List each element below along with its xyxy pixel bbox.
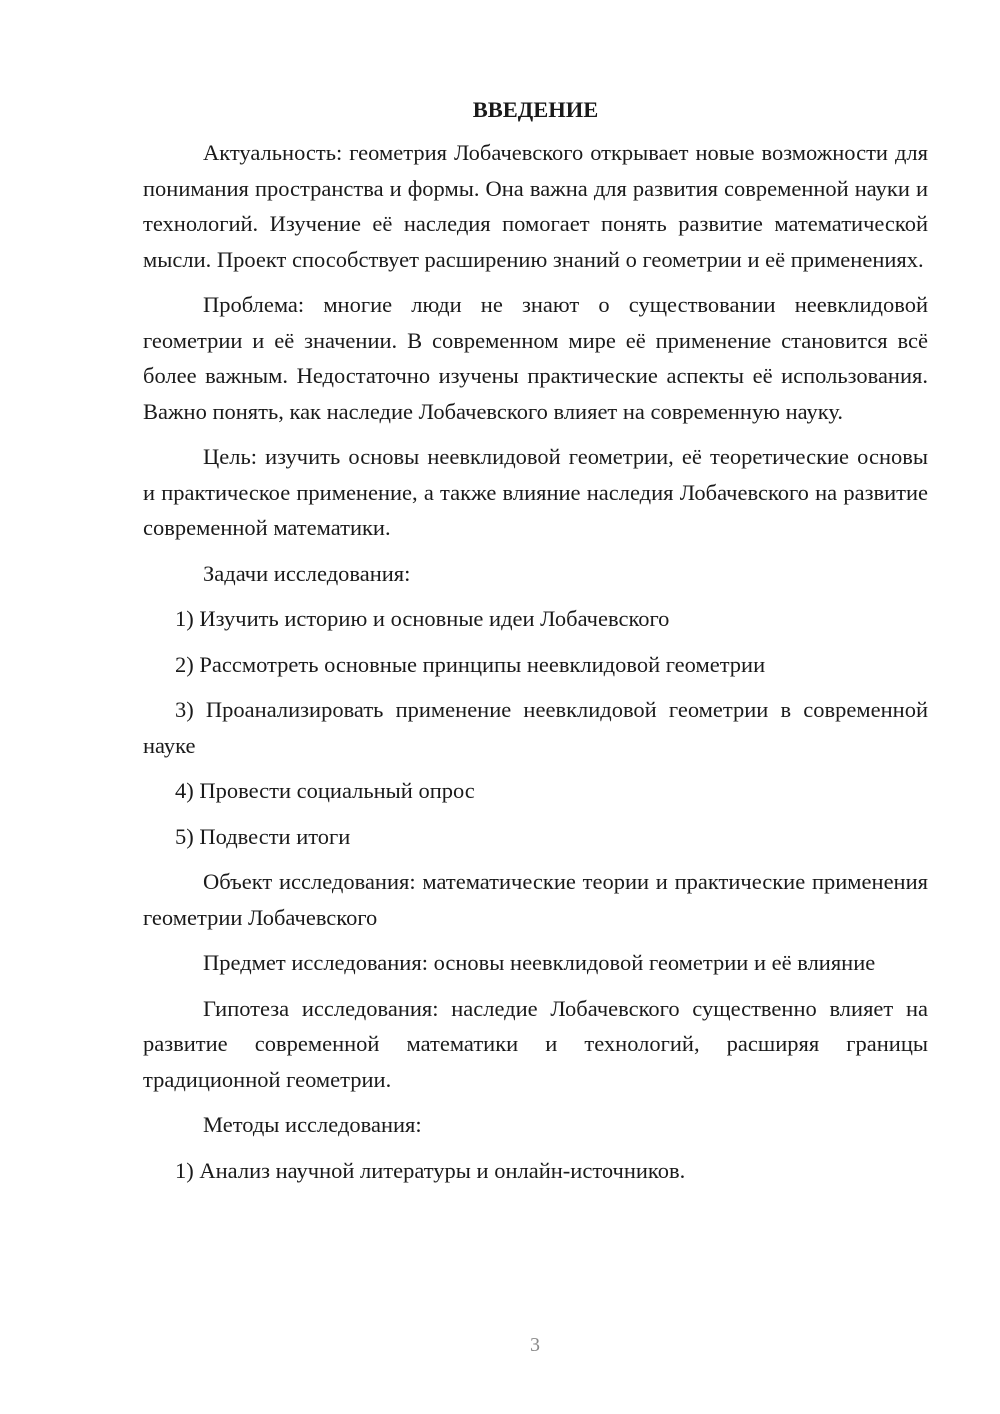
section-title: ВВЕДЕНИЕ (472, 97, 599, 122)
relevance-paragraph: Актуальность: геометрия Лобачевского открывает новые возможности для понимания пространства и формы. Она важна для развития современной науки и технологий. Изучение её наследия помогает понять развитие математической мысли. Проект способствует расширению знаний о геометрии и её применениях. (143, 140, 928, 272)
task-item: 4) Провести социальный опрос (175, 778, 475, 803)
task-item: 5) Подвести итоги (175, 823, 351, 849)
hypothesis-paragraph: Гипотеза исследования: наследие Лобачевского существенно влияет на развитие современной математики и технологий, расширяя границы традиционной геометрии. (143, 995, 928, 1092)
task-item: 1) Изучить историю и основные идеи Лобачевского (175, 606, 670, 631)
methods-heading: Методы исследования: (203, 1112, 422, 1137)
tasks-heading: Задачи исследования: (203, 560, 411, 586)
method-item: 1) Анализ научной литературы и онлайн-источников. (175, 1157, 686, 1183)
object-paragraph: Объект исследования: математические теории и практические применения геометрии Лобачевского (143, 869, 928, 930)
page-number: 3 (530, 1334, 540, 1356)
goal-paragraph: Цель: изучить основы неевклидовой геометрии, её теоретические основы и практическое применение, а также влияние наследия Лобачевского на развитие современной математики. (143, 444, 928, 540)
subject-paragraph: Предмет исследования: основы неевклидовой геометрии и её влияние (203, 950, 876, 975)
task-item: 3) Проанализировать применение неевклидовой геометрии в современной науке (143, 697, 928, 758)
document-page (143, 95, 928, 1198)
task-item: 2) Рассмотреть основные принципы неевклидовой геометрии (175, 651, 766, 677)
problem-paragraph: Проблема: многие люди не знают о существовании неевклидовой геометрии и её значении. В современном мире её применение становится всё более важным. Недостаточно изучены практические аспекты её использования. Важно понять, как наследие Лобачевского влияет на современную науку. (143, 292, 928, 424)
